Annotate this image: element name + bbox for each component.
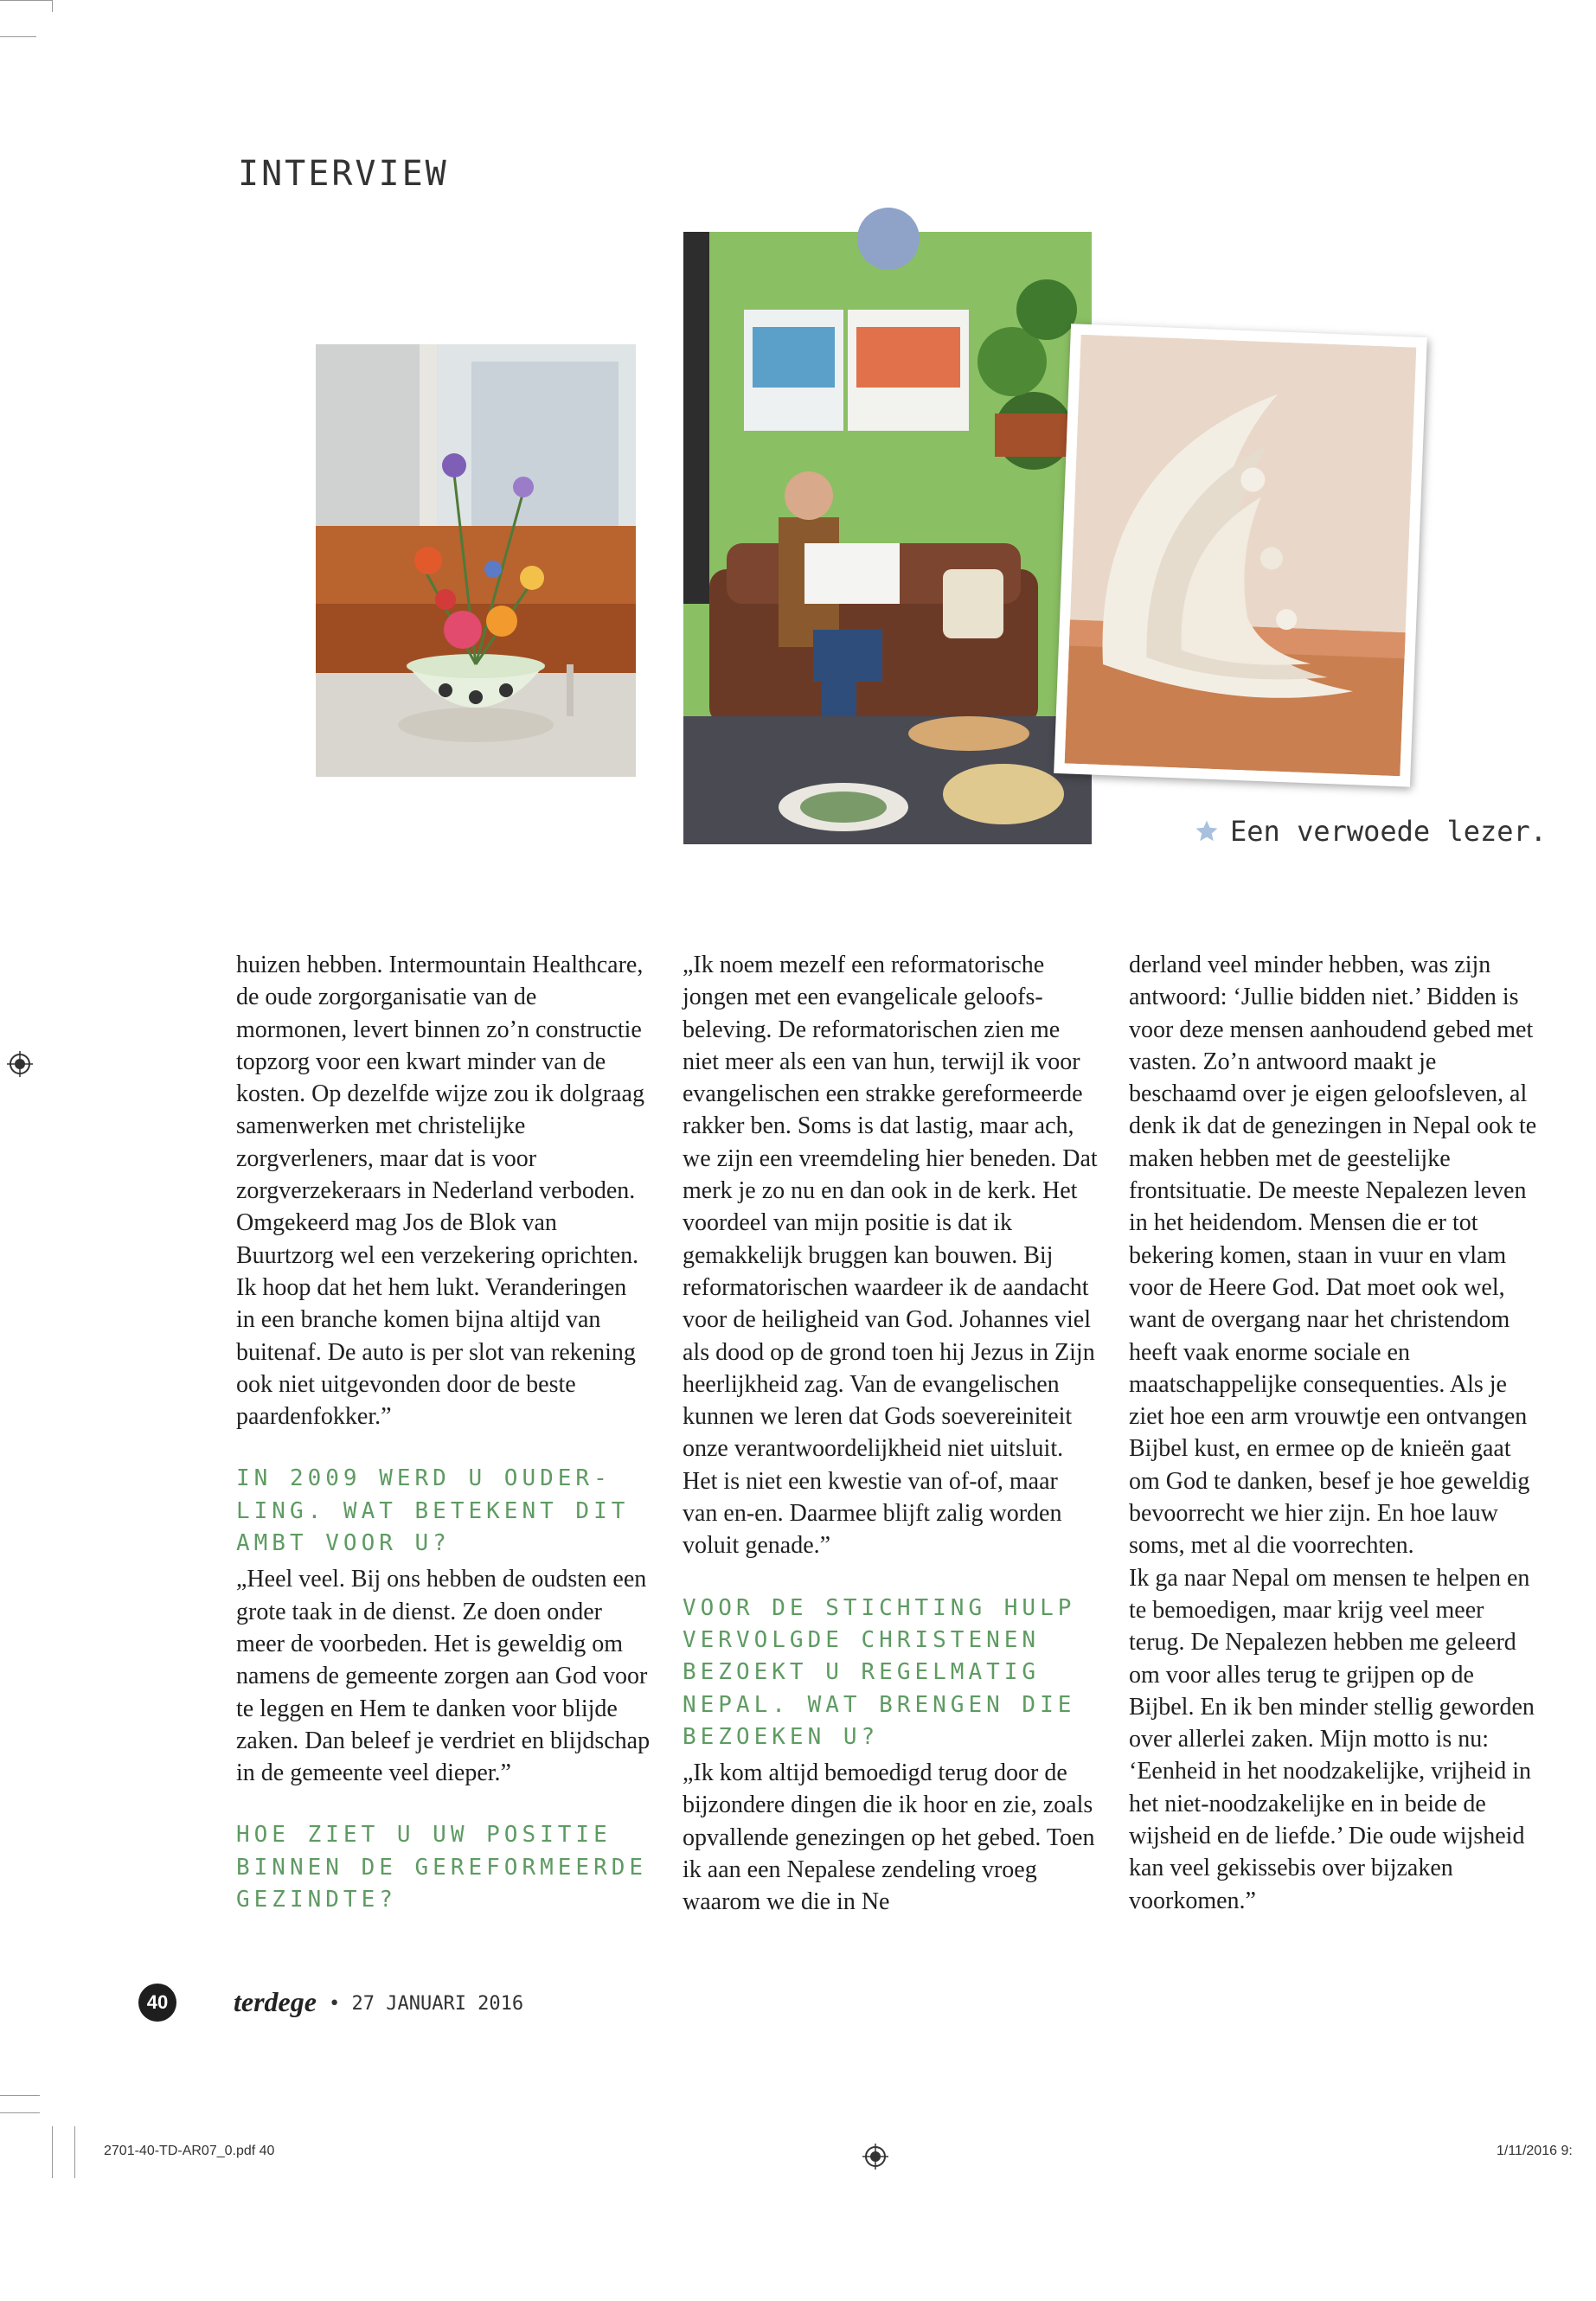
interview-question: HOE ZIET U UW POSITIE BINNEN DE GEREFORMEERDE GEZINDTE? (236, 1822, 648, 1913)
crop-mark (0, 2095, 40, 2096)
text-column-1 (236, 949, 651, 1920)
body-paragraph: derland veel minder hebben, was zijn antwoord: ‘Jullie bidden niet.’ Bidden is voor deze mensen aanhoudend gebed met vasten. Zo’n antwoord maakt je beschaamd over je eigen geloofsleven, al denk ik dat de genezingen in Nepal ook te maken hebben met de geestelijke frontsituatie. De meeste Nepalezen leven in het heidendom. Mensen die er tot bekering komen, staan in vuur en vlam voor de Heere God. Dat moet ook wel, want de overgang naar het christendom heeft vaak enorme sociale en maatschappelijke consequenties. Als je ziet hoe een arm vrouwtje een ontvangen Bijbel kust, en ermee op de knieën gaat om God te danken, besef je hoe geweldig bevoorrecht we hier zijn. En hoe lauw soms, met al die voorrechten. (1129, 952, 1537, 1560)
crop-mark (0, 36, 36, 37)
flowers-photo (316, 344, 636, 777)
registration-mark-icon (862, 2144, 888, 2170)
caption-text: Een verwoede lezer. (1230, 815, 1548, 848)
crop-mark (52, 2126, 53, 2178)
magazine-brand: terdege (234, 1986, 317, 2017)
registration-mark-icon (7, 1051, 33, 1077)
page-number: 40 (138, 1984, 176, 2022)
body-paragraph: „Heel veel. Bij ons hebben de oudsten een grote taak in de dienst. Ze doen onder meer de voorbeden. Het is geweldig om namens de gemeente zorgen aan God voor te leggen en Hem te danken voor blijde zaken. Dan beleef je verdriet en blijdschap in de gemeente veel dieper.” (236, 1566, 651, 1787)
sculpture-photo (1054, 324, 1427, 786)
body-paragraph: „Ik noem mezelf een reformatorische jongen met een evangelicale geloofsbeleving. De reformatorischen zien me niet meer als een van hun, terwijl ik voor evangelischen een strakke gereformeerde rakker ben. Soms is dat lastig, maar ach, we zijn een vreemdeling hier beneden. Dat merk je zo nu en dan ook in de kerk. Het voordeel van mijn positie is dat ik gemakkelijk bruggen kan bouwen. Bij reformatorischen waardeer ik de aandacht voor de heiligheid van God. Johannes viel als dood op de grond toen hij Jezus in Zijn heerlijkheid zag. Van de evangelischen kunnen we leren dat Gods soevereiniteit onze verantwoordelijkheid niet uitsluit. Het is niet een kwestie van of-of, maar van en-en. Daarmee blijft zalig worden voluit genade.” (683, 952, 1098, 1560)
photo-caption (1194, 815, 1547, 848)
text-column-3 (1129, 949, 1544, 1917)
text-column-2 (683, 949, 1098, 1919)
crop-mark (0, 2112, 40, 2113)
crop-mark (52, 0, 53, 12)
crop-mark (74, 2126, 75, 2178)
man-on-sofa-image (683, 232, 1092, 844)
decorative-dot (857, 208, 920, 270)
flower-arrangement-image (316, 344, 636, 777)
body-paragraph: huizen hebben. Intermountain Healthcare, de oude zorgorganisatie van de mormonen, levert binnen zo’n constructie topzorg voor een kwart minder van de kosten. Op dezelfde wijze zou ik dolgraag samenwerken met christelijke zorgverleners, maar dat is voor zorgverzekeraars in Nederland verboden. Omgekeerd mag Jos de Blok van Buurtzorg wel een verzekering oprichten. Ik hoop dat het hem lukt. Veranderingen in een branche komen bijna altijd van buitenaf. De auto is per slot van rekening ook niet uitgevonden door de beste paardenfokker.” (236, 952, 644, 1431)
body-paragraph: Ik ga naar Nepal om mensen te helpen en te bemoedigen, maar krijg veel meer terug. De Nepalezen hebben me geleerd om voor alles terug te grijpen op de Bijbel. En ik ben minder stellig geworden over allerlei zaken. Mijn motto is nu: ‘Eenheid in het noodzakelijke, vrijheid in het niet-noodzakelijke en in beide de wijsheid en de liefde.’ Die oude wijsheid kan veel gekissebis over bijzaken voorkomen.” (1129, 1564, 1535, 1914)
white-sculpture-image (1065, 335, 1417, 777)
print-slug-file: 2701-40-TD-AR07_0.pdf 40 (104, 2144, 275, 2158)
issue-date: • 27 JANUARI 2016 (329, 1993, 524, 2015)
crop-mark (0, 0, 52, 1)
body-paragraph: „Ik kom altijd bemoedigd terug door de bijzondere dingen die ik hoor en zie, zoals opvallende genezingen op het gebed. Toen ik aan een Nepalese zendeling vroeg waarom we die in Ne (683, 1759, 1095, 1916)
man-reading-photo (683, 232, 1092, 844)
interview-question: IN 2009 WERD U OUDERLING. WAT BETEKENT DIT AMBT VOOR U? (236, 1465, 630, 1557)
section-label: INTERVIEW (238, 154, 449, 194)
star-icon (1194, 818, 1220, 844)
print-slug-timestamp: 1/11/2016 9: (1497, 2144, 1573, 2158)
interview-question: VOOR DE STICHTING HULP VERVOLGDE CHRISTENEN BEZOEKT U REGELMATIG NEPAL. WAT BRENGEN DIE BEZOEKEN U? (683, 1594, 1076, 1750)
